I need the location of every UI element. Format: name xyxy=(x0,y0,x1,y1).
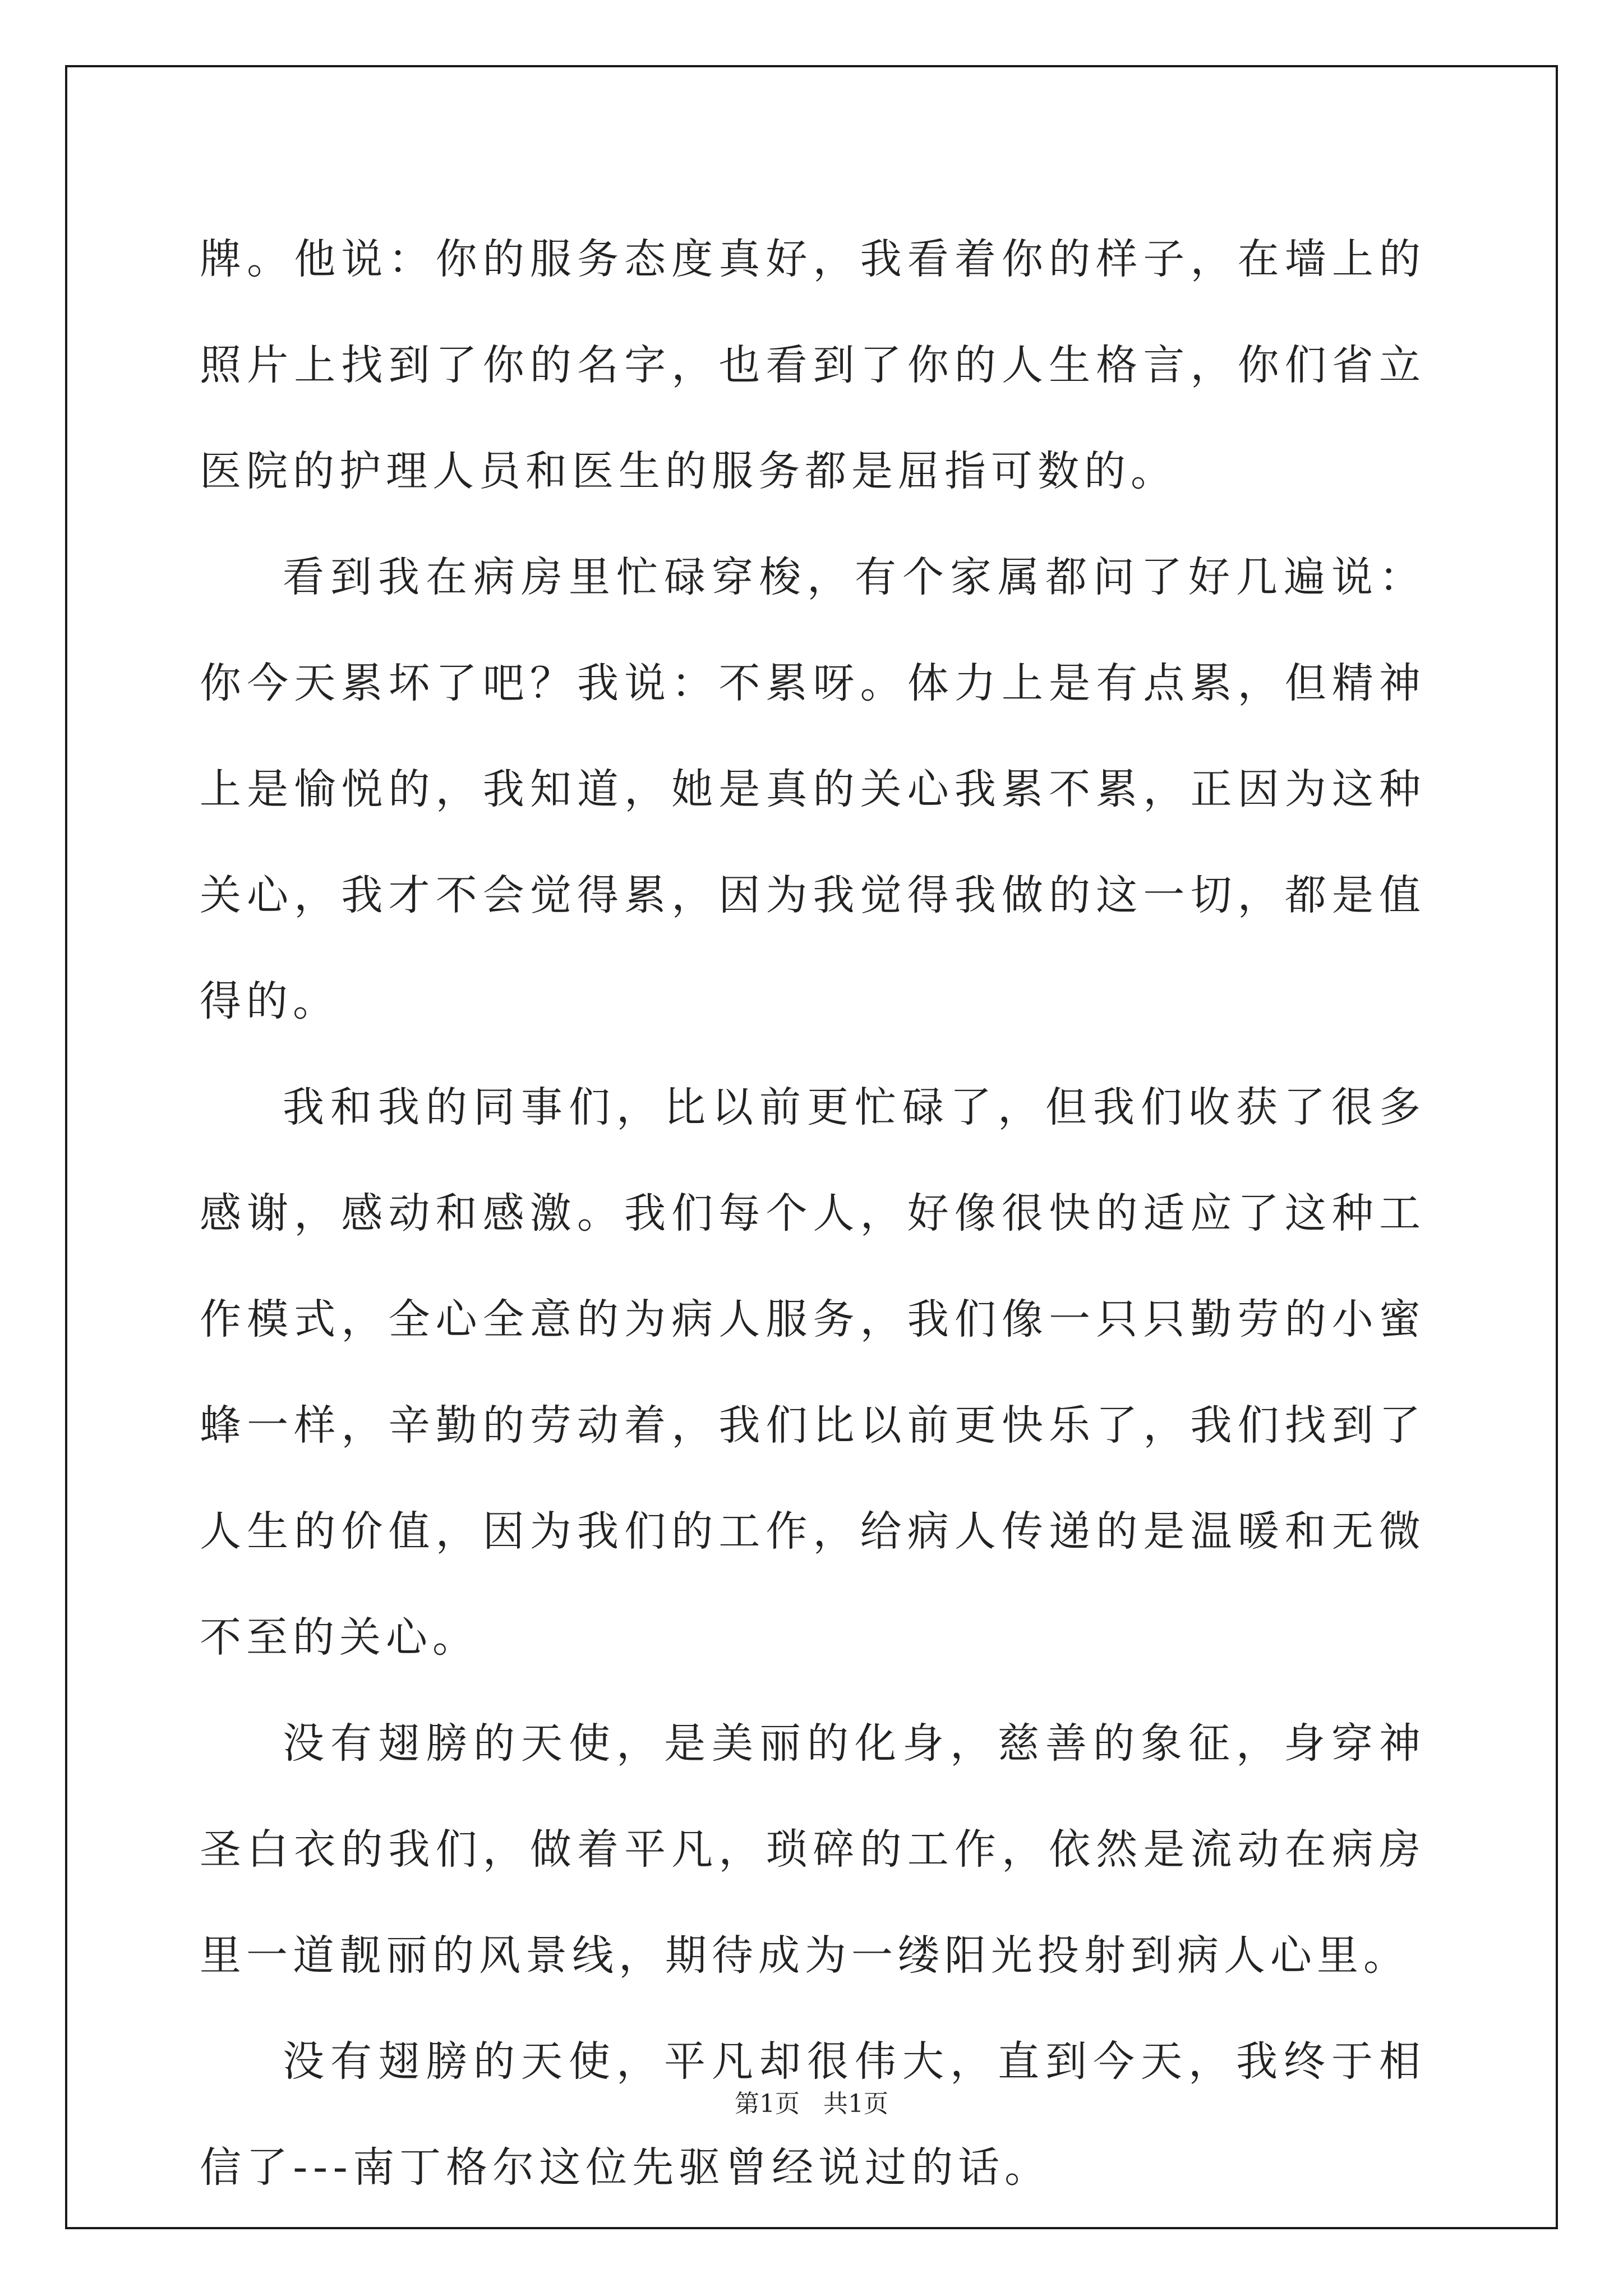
paragraph-5: 没有翅膀的天使，平凡却很伟大，直到今天，我终于相信了---南丁格尔这位先驱曾经说过的话。 xyxy=(200,2037,1426,2192)
document-body xyxy=(200,206,1426,2221)
paragraph-4: 没有翅膀的天使，是美丽的化身，慈善的象征，身穿神圣白衣的我们，做着平凡，琐碎的工作，依然是流动在病房里一道靓丽的风景线，期待成为一缕阳光投射到病人心里。 xyxy=(200,1719,1426,1980)
paragraph-2: 看到我在病房里忙碌穿梭，有个家属都问了好几遍说：你今天累坏了吧？我说：不累呀。体力上是有点累，但精神上是愉悦的，我知道，她是真的关心我累不累，正因为这种关心，我才不会觉得累，因为我觉得我做的这一切，都是值得的。 xyxy=(200,553,1426,1025)
paragraph-1: 牌。他说：你的服务态度真好，我看着你的样子，在墙上的照片上找到了你的名字，也看到了你的人生格言，你们省立医院的护理人员和医生的服务都是屈指可数的。 xyxy=(200,235,1426,495)
page-footer: 第1页 共1页 xyxy=(735,2090,888,2118)
paragraph-3: 我和我的同事们，比以前更忙碌了，但我们收获了很多感谢，感动和感激。我们每个人，好像很快的适应了这种工作模式，全心全意的为病人服务，我们像一只只勤劳的小蜜蜂一样，辛勤的劳动着，我们比以前更快乐了，我们找到了人生的价值，因为我们的工作，给病人传递的是温暖和无微不至的关心。 xyxy=(200,1083,1426,1662)
